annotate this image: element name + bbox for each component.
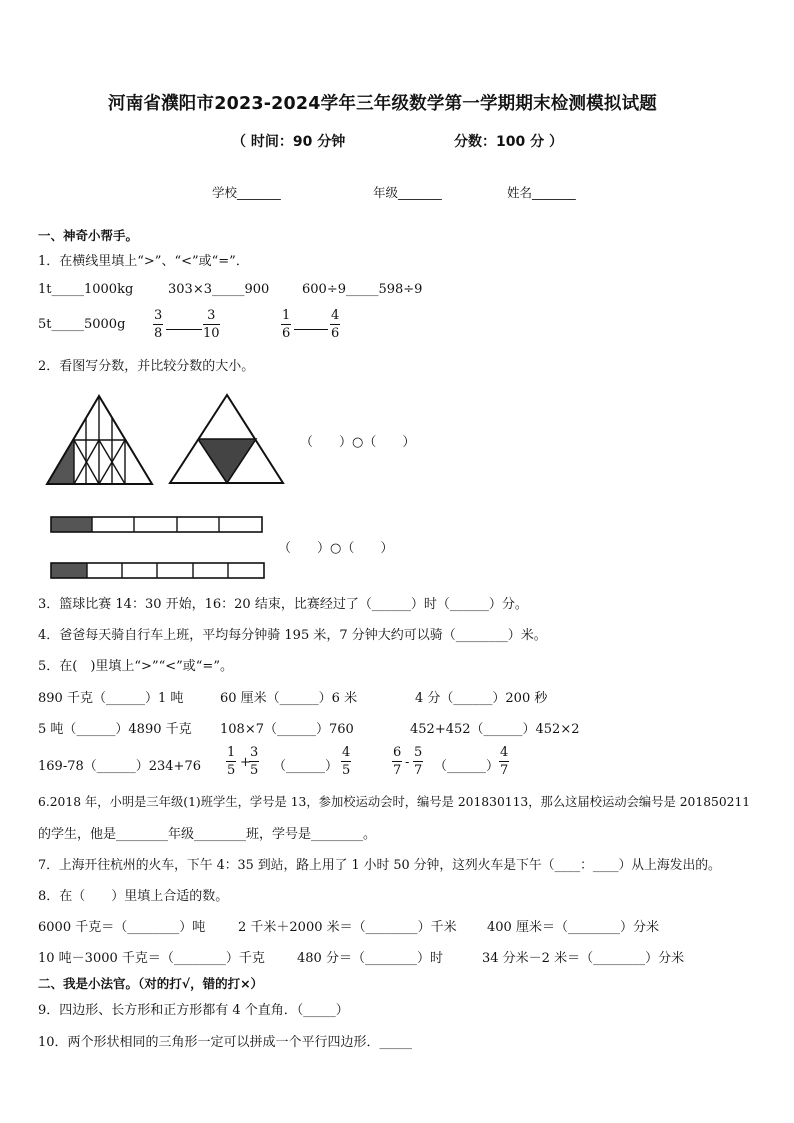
numerator: 4 xyxy=(331,308,340,323)
exam-score: 分数：100 分 ） xyxy=(454,134,563,150)
triangle-eighths-figure xyxy=(44,393,156,489)
q5-item-7[interactable]: 169-78（______）234+76 xyxy=(38,759,201,774)
q5-item-3[interactable]: 4 分（______）200 秒 xyxy=(415,691,548,706)
denominator: 6 xyxy=(331,326,340,341)
q3[interactable]: 3．篮球比赛 14：30 开始，16：20 结束，比赛经过了（______）时（______）分。 xyxy=(38,597,528,612)
denominator: 7 xyxy=(393,763,402,778)
denominator: 5 xyxy=(250,763,259,778)
denominator: 5 xyxy=(342,763,351,778)
school-field[interactable]: 学校_______ xyxy=(212,185,281,200)
q5-b-op: + xyxy=(240,755,251,770)
q7[interactable]: 7．上海开往杭州的火车，下午 4：35 到站，路上用了 1 小时 50 分钟，这列火车是下午（____：____）从上海发出的。 xyxy=(38,858,721,873)
q1-frac-a-right xyxy=(203,307,220,342)
q1-stem: 1．在横线里填上“>”、“<”或“=”． xyxy=(38,254,249,269)
q1-frac-a-blank[interactable] xyxy=(166,329,202,330)
q6-line-1: 6.2018 年，小明是三年级(1)班学生，学号是 13，参加校运动会时，编号是 201830113，那么这届校运动会编号是 201850211 xyxy=(38,795,751,809)
numerator: 3 xyxy=(154,308,163,323)
q5-b-frac-2 xyxy=(249,744,259,779)
numerator: 3 xyxy=(203,307,220,325)
denominator: 7 xyxy=(414,763,423,778)
denominator: 5 xyxy=(227,763,236,778)
q8-item-2[interactable]: 2 千米＋2000 米＝（________）千米 xyxy=(238,920,457,935)
q5-c-frac-3 xyxy=(499,744,509,779)
q8-item-1[interactable]: 6000 千克＝（________）吨 xyxy=(38,920,206,935)
section-2-title: 二、我是小法官。（对的打√，错的打×） xyxy=(38,976,264,991)
q5-c-op: - xyxy=(405,755,410,770)
q2-answer-triangles[interactable]: （ ）○（ ） xyxy=(300,435,416,450)
q5-b-frac-3 xyxy=(341,744,351,779)
bar-fifths-figure xyxy=(50,516,264,534)
q1-frac-b-blank[interactable] xyxy=(294,329,328,330)
q5-c-frac-1 xyxy=(392,744,402,779)
exam-time: （ 时间：90 分钟 xyxy=(232,134,346,150)
grade-field[interactable]: 年级_______ xyxy=(373,185,442,200)
q5-item-4[interactable]: 5 吨（______）4890 千克 xyxy=(38,722,192,737)
q4[interactable]: 4．爸爸每天骑自行车上班，平均每分钟骑 195 米，7 分钟大约可以骑（________）米。 xyxy=(38,628,547,643)
q6-line-2[interactable]: 的学生，他是________年级________班，学号是________。 xyxy=(38,827,377,842)
page-title: 河南省濮阳市2023-2024学年三年级数学第一学期期末检测模拟试题 xyxy=(108,94,657,114)
numerator: 6 xyxy=(393,745,402,760)
q8-item-4[interactable]: 10 吨－3000 千克＝（________）千克 xyxy=(38,951,265,966)
q5-b-blank[interactable]: （______） xyxy=(273,759,339,774)
shaded-part xyxy=(198,439,256,483)
triangle-quarters-figure xyxy=(166,392,286,488)
q5-c-frac-2 xyxy=(413,744,423,779)
q1-item-3[interactable]: 600÷9_____598÷9 xyxy=(302,282,423,297)
bar-sixths-figure xyxy=(50,562,266,580)
q1-frac-b-left xyxy=(281,307,291,342)
section-1-title: 一、神奇小帮手。 xyxy=(38,228,139,243)
numerator: 1 xyxy=(227,745,236,760)
q5-item-2[interactable]: 60 厘米（______）6 米 xyxy=(220,691,358,706)
numerator: 3 xyxy=(250,745,259,760)
numerator: 1 xyxy=(282,308,291,323)
q5-b-frac-1 xyxy=(226,744,236,779)
q2-stem: 2．看图写分数，并比较分数的大小。 xyxy=(38,359,255,374)
q2-answer-bars[interactable]: （ ）○（ ） xyxy=(278,541,394,556)
q8-item-5[interactable]: 480 分＝（________）时 xyxy=(297,951,443,966)
name-field[interactable]: 姓名_______ xyxy=(507,185,576,200)
q10[interactable]: 10．两个形状相同的三角形一定可以拼成一个平行四边形．_____ xyxy=(38,1035,413,1050)
q1-frac-a-left xyxy=(153,307,163,342)
denominator: 10 xyxy=(203,326,220,341)
q1-item-4[interactable]: 5t_____5000g xyxy=(38,317,126,332)
q8-stem: 8．在（ ）里填上合适的数。 xyxy=(38,889,229,904)
numerator: 4 xyxy=(342,745,351,760)
denominator: 8 xyxy=(154,326,163,341)
denominator: 6 xyxy=(282,326,291,341)
q5-stem: 5．在( )里填上“>”“<”或“=”。 xyxy=(38,659,233,674)
q5-item-5[interactable]: 108×7（______）760 xyxy=(220,722,354,737)
shaded-part xyxy=(51,563,87,578)
denominator: 7 xyxy=(500,763,509,778)
numerator: 4 xyxy=(500,745,509,760)
q9[interactable]: 9．四边形、长方形和正方形都有 4 个直角．（_____） xyxy=(38,1003,349,1018)
q8-item-3[interactable]: 400 厘米＝（________）分米 xyxy=(487,920,659,935)
numerator: 5 xyxy=(414,745,423,760)
q8-item-6[interactable]: 34 分米－2 米＝（________）分米 xyxy=(482,951,685,966)
q1-item-2[interactable]: 303×3_____900 xyxy=(168,282,270,297)
q5-c-blank[interactable]: （______） xyxy=(434,759,500,774)
q1-frac-b-right xyxy=(330,307,340,342)
shaded-part xyxy=(51,517,87,532)
q5-item-1[interactable]: 890 千克（______）1 吨 xyxy=(38,691,184,706)
q1-item-1[interactable]: 1t_____1000kg xyxy=(38,282,134,297)
q5-item-6[interactable]: 452+452（______）452×2 xyxy=(410,722,580,737)
